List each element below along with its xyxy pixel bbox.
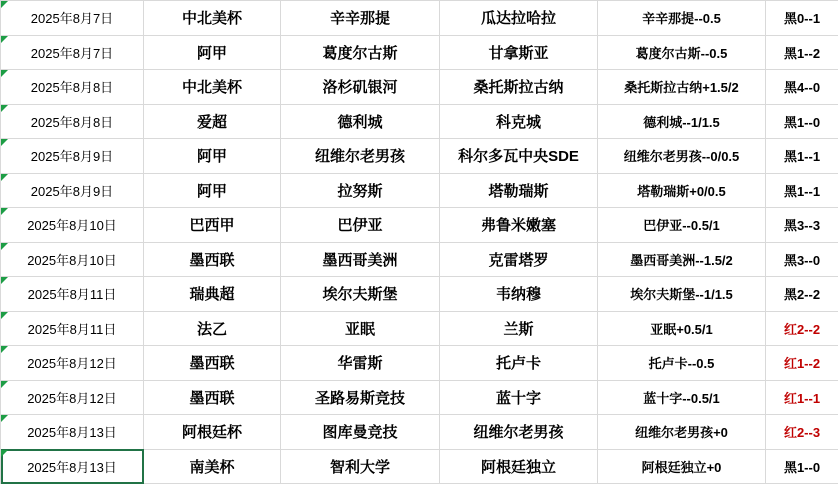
cell-away-team[interactable]: 兰斯 bbox=[440, 311, 598, 346]
comment-marker-icon bbox=[1, 208, 8, 215]
cell-league[interactable]: 中北美杯 bbox=[144, 1, 281, 36]
cell-away-team[interactable]: 瓜达拉哈拉 bbox=[440, 1, 598, 36]
cell-score[interactable]: 红2--3 bbox=[766, 415, 838, 450]
comment-marker-icon bbox=[1, 1, 8, 8]
cell-league[interactable]: 中北美杯 bbox=[144, 70, 281, 105]
table-row[interactable] bbox=[1, 242, 838, 277]
cell-score[interactable]: 红2--2 bbox=[766, 311, 838, 346]
cell-odds[interactable]: 纽维尔老男孩--0/0.5 bbox=[598, 139, 766, 174]
cell-league[interactable]: 爱超 bbox=[144, 104, 281, 139]
cell-home-team[interactable]: 圣路易斯竞技 bbox=[281, 380, 440, 415]
cell-home-team[interactable]: 墨西哥美洲 bbox=[281, 242, 440, 277]
cell-away-team[interactable]: 弗鲁米嫩塞 bbox=[440, 208, 598, 243]
cell-league[interactable]: 阿根廷杯 bbox=[144, 415, 281, 450]
table-row[interactable] bbox=[1, 1, 838, 36]
cell-league[interactable]: 阿甲 bbox=[144, 35, 281, 70]
cell-odds[interactable]: 蓝十字--0.5/1 bbox=[598, 380, 766, 415]
cell-date[interactable]: 2025年8月9日 bbox=[1, 139, 144, 174]
cell-away-team[interactable]: 阿根廷独立 bbox=[440, 449, 598, 484]
comment-marker-icon bbox=[1, 346, 8, 353]
cell-date[interactable]: 2025年8月8日 bbox=[1, 104, 144, 139]
cell-date[interactable]: 2025年8月12日 bbox=[1, 380, 144, 415]
comment-marker-icon bbox=[1, 381, 8, 388]
cell-date[interactable]: 2025年8月9日 bbox=[1, 173, 144, 208]
cell-date[interactable]: 2025年8月7日 bbox=[1, 35, 144, 70]
cell-score[interactable]: 红1--2 bbox=[766, 346, 838, 381]
comment-marker-icon bbox=[1, 139, 8, 146]
cell-score[interactable]: 黑3--3 bbox=[766, 208, 838, 243]
cell-away-team[interactable]: 桑托斯拉古纳 bbox=[440, 70, 598, 105]
cell-league[interactable]: 墨西联 bbox=[144, 380, 281, 415]
cell-date[interactable]: 2025年8月12日 bbox=[1, 346, 144, 381]
comment-marker-icon bbox=[1, 243, 8, 250]
table-row[interactable] bbox=[1, 104, 838, 139]
cell-home-team[interactable]: 巴伊亚 bbox=[281, 208, 440, 243]
table-row[interactable] bbox=[1, 415, 838, 450]
comment-marker-icon bbox=[1, 105, 8, 112]
cell-date[interactable]: 2025年8月7日 bbox=[1, 1, 144, 36]
cell-home-team[interactable]: 纽维尔老男孩 bbox=[281, 139, 440, 174]
comment-marker-icon bbox=[1, 36, 8, 43]
cell-home-team[interactable]: 洛杉矶银河 bbox=[281, 70, 440, 105]
cell-score[interactable]: 黑1--2 bbox=[766, 35, 838, 70]
cell-away-team[interactable]: 托卢卡 bbox=[440, 346, 598, 381]
cell-odds[interactable]: 塔勒瑞斯+0/0.5 bbox=[598, 173, 766, 208]
cell-odds[interactable]: 辛辛那提--0.5 bbox=[598, 1, 766, 36]
cell-away-team[interactable]: 蓝十字 bbox=[440, 380, 598, 415]
table-row[interactable] bbox=[1, 346, 838, 381]
comment-marker-icon bbox=[1, 312, 8, 319]
table-row[interactable] bbox=[1, 139, 838, 174]
cell-league[interactable]: 瑞典超 bbox=[144, 277, 281, 312]
table-row[interactable] bbox=[1, 173, 838, 208]
cell-date[interactable]: 2025年8月11日 bbox=[1, 311, 144, 346]
cell-home-team[interactable]: 德利城 bbox=[281, 104, 440, 139]
cell-score[interactable]: 黑1--0 bbox=[766, 449, 838, 484]
cell-odds[interactable]: 巴伊亚--0.5/1 bbox=[598, 208, 766, 243]
cell-date[interactable]: 2025年8月11日 bbox=[1, 277, 144, 312]
comment-marker-icon bbox=[1, 450, 8, 457]
table-body bbox=[1, 1, 838, 484]
comment-marker-icon bbox=[1, 415, 8, 422]
cell-league[interactable]: 法乙 bbox=[144, 311, 281, 346]
table-row[interactable] bbox=[1, 449, 838, 484]
cell-score[interactable]: 黑2--2 bbox=[766, 277, 838, 312]
cell-date[interactable]: 2025年8月13日 bbox=[1, 415, 144, 450]
cell-odds[interactable]: 亚眠+0.5/1 bbox=[598, 311, 766, 346]
cell-home-team[interactable]: 拉努斯 bbox=[281, 173, 440, 208]
cell-home-team[interactable]: 葛度尔古斯 bbox=[281, 35, 440, 70]
cell-score[interactable]: 黑1--0 bbox=[766, 104, 838, 139]
table-row[interactable] bbox=[1, 277, 838, 312]
cell-score[interactable]: 黑4--0 bbox=[766, 70, 838, 105]
cell-home-team[interactable]: 埃尔夫斯堡 bbox=[281, 277, 440, 312]
table-row[interactable] bbox=[1, 208, 838, 243]
table-row[interactable] bbox=[1, 70, 838, 105]
cell-away-team[interactable]: 科克城 bbox=[440, 104, 598, 139]
cell-odds[interactable]: 桑托斯拉古纳+1.5/2 bbox=[598, 70, 766, 105]
cell-date[interactable]: 2025年8月10日 bbox=[1, 208, 144, 243]
cell-away-team[interactable]: 甘拿斯亚 bbox=[440, 35, 598, 70]
table-row[interactable] bbox=[1, 380, 838, 415]
comment-marker-icon bbox=[1, 277, 8, 284]
cell-date[interactable]: 2025年8月10日 bbox=[1, 242, 144, 277]
cell-odds[interactable]: 墨西哥美洲--1.5/2 bbox=[598, 242, 766, 277]
comment-marker-icon bbox=[1, 70, 8, 77]
cell-score[interactable]: 黑1--1 bbox=[766, 173, 838, 208]
cell-home-team[interactable]: 华雷斯 bbox=[281, 346, 440, 381]
cell-home-team[interactable]: 辛辛那提 bbox=[281, 1, 440, 36]
cell-home-team[interactable]: 图库曼竞技 bbox=[281, 415, 440, 450]
cell-home-team[interactable]: 智利大学 bbox=[281, 449, 440, 484]
cell-league[interactable]: 南美杯 bbox=[144, 449, 281, 484]
cell-away-team[interactable]: 塔勒瑞斯 bbox=[440, 173, 598, 208]
cell-away-team[interactable]: 克雷塔罗 bbox=[440, 242, 598, 277]
cell-league[interactable]: 墨西联 bbox=[144, 242, 281, 277]
cell-odds[interactable]: 阿根廷独立+0 bbox=[598, 449, 766, 484]
cell-away-team[interactable]: 韦纳穆 bbox=[440, 277, 598, 312]
cell-away-team[interactable]: 纽维尔老男孩 bbox=[440, 415, 598, 450]
cell-odds[interactable]: 德利城--1/1.5 bbox=[598, 104, 766, 139]
cell-score[interactable]: 红1--1 bbox=[766, 380, 838, 415]
table-row[interactable] bbox=[1, 311, 838, 346]
cell-score[interactable]: 黑3--0 bbox=[766, 242, 838, 277]
cell-date[interactable]: 2025年8月13日 bbox=[1, 449, 144, 484]
cell-league[interactable]: 巴西甲 bbox=[144, 208, 281, 243]
cell-league[interactable]: 阿甲 bbox=[144, 139, 281, 174]
cell-score[interactable]: 黑1--1 bbox=[766, 139, 838, 174]
cell-odds[interactable]: 托卢卡--0.5 bbox=[598, 346, 766, 381]
cell-date[interactable]: 2025年8月8日 bbox=[1, 70, 144, 105]
comment-marker-icon bbox=[1, 174, 8, 181]
table-row[interactable] bbox=[1, 35, 838, 70]
cell-home-team[interactable]: 亚眠 bbox=[281, 311, 440, 346]
cell-score[interactable]: 黑0--1 bbox=[766, 1, 838, 36]
cell-odds[interactable]: 纽维尔老男孩+0 bbox=[598, 415, 766, 450]
cell-league[interactable]: 墨西联 bbox=[144, 346, 281, 381]
cell-odds[interactable]: 葛度尔古斯--0.5 bbox=[598, 35, 766, 70]
cell-odds[interactable]: 埃尔夫斯堡--1/1.5 bbox=[598, 277, 766, 312]
cell-league[interactable]: 阿甲 bbox=[144, 173, 281, 208]
cell-away-team[interactable]: 科尔多瓦中央SDE bbox=[440, 139, 598, 174]
